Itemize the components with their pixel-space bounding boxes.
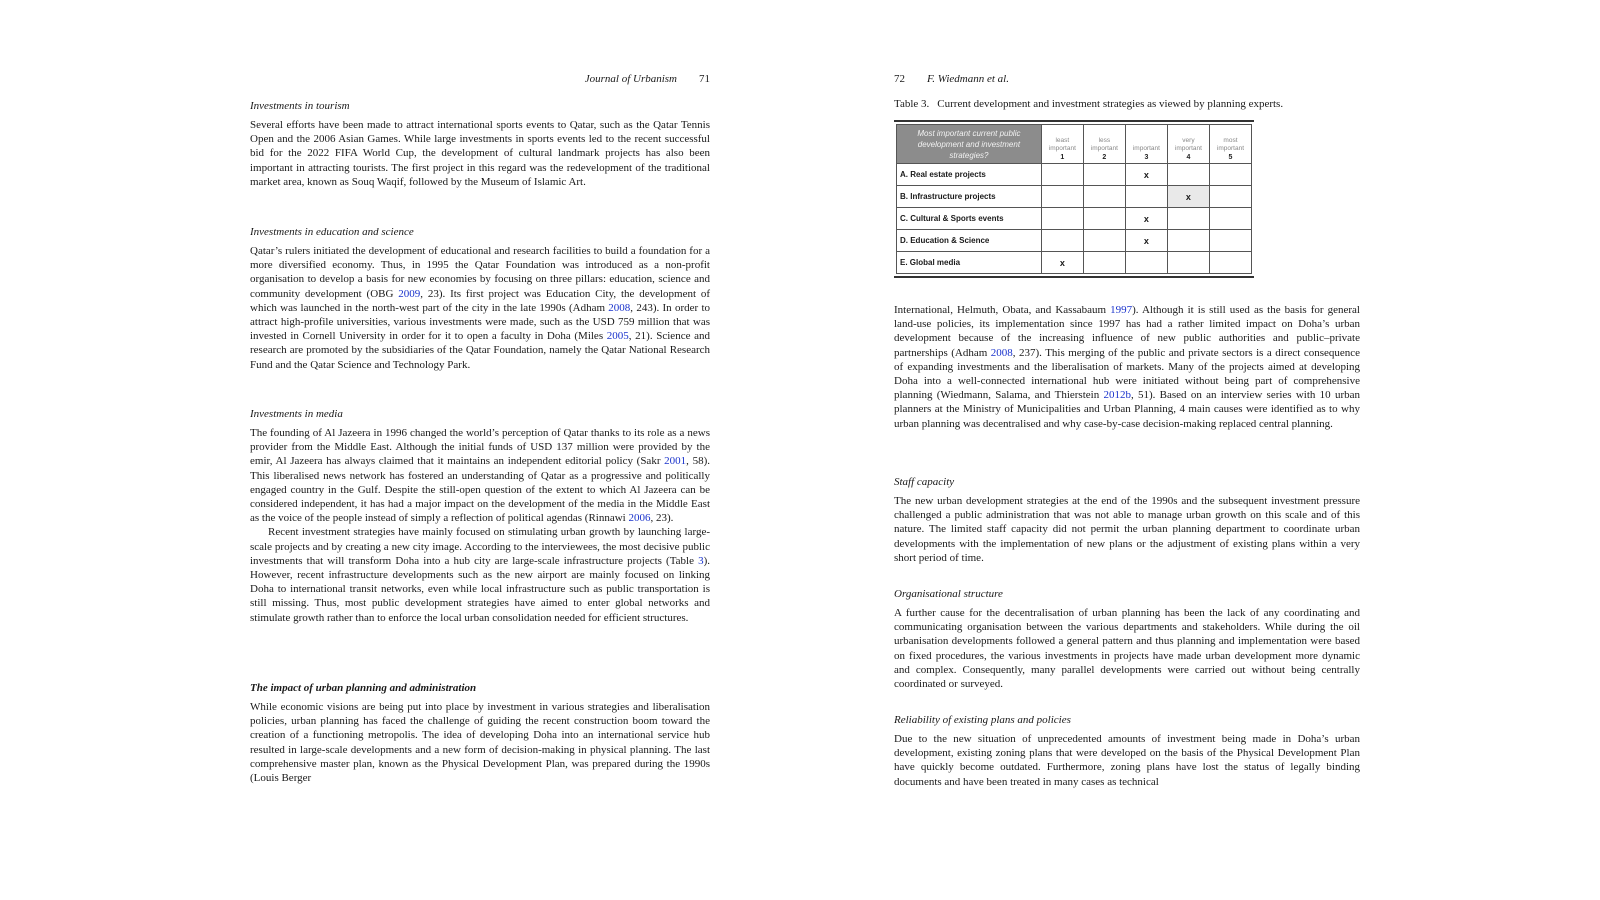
page-number: 71 [699,73,710,85]
scale-number: 5 [1228,154,1233,161]
scale-header-5 [1209,125,1251,164]
table-caption [894,98,1283,110]
rating-cell [1167,230,1209,252]
rating-cell [1125,186,1167,208]
text-run: Recent investment strategies have mainly focused on stimulating urban growth by launching large-scale projects and by creating a new city image. According to the interviewees, the most decisive public investments that will transform Doha into a hub city are large-scale infrastructure projects (Table [250,526,710,567]
paragraph [894,303,1360,431]
paragraph [250,244,710,372]
text-run: ). Although it is still used as the basis for general land-use policies, its implementation since 1997 has had a rather limited impact on Doha’s urban development because of the increasing influence of new public authorities and public–private partnerships (Adham [894,304,1360,359]
section-heading: Investments in tourism [250,100,350,112]
rating-cell [1209,186,1251,208]
paragraph: The new urban development strategies at the end of the 1990s and the subsequent investment pressure challenged a public administration that was not able to manage urban growth on this scale and of this nature. The limited staff capacity did not permit the urban planning department to coordinate urban developments with the implementation of new plans or the adjustment of existing plans within a very short period of time. [894,495,1360,564]
author-line: F. Wiedmann et al. [927,73,1009,85]
table-row [897,230,1252,252]
running-head [250,73,710,85]
section-impact-of-urban-planning [250,681,710,785]
section-organisational-structure [894,587,1360,691]
section-investments-in-tourism [250,99,710,189]
row-label: B. Infrastructure projects [897,186,1042,208]
paragraph: A further cause for the decentralisation of urban planning has been the lack of any coordinating and communicating organisation between the various departments and stakeholders. While during the oil urbanisation developments followed a general pattern and thus planning and implementation were based on fixed procedures, the various investments in projects have made urban development more dynamic and complex. Consequently, many parallel developments were carried out without being centrally coordinated or surveyed. [894,607,1360,691]
journal-title: Journal of Urbanism [584,73,677,85]
rating-cell [1209,252,1251,274]
section-heading: Reliability of existing plans and policies [894,714,1071,726]
rating-cell [1167,208,1209,230]
question-header: Most important current public development and investment strategies? [897,125,1042,164]
table-reference-link[interactable]: 3 [698,554,704,567]
section-heading: Organisational structure [894,588,1003,600]
text-run: , 243). In order to attract high-profile universities, various investments were made, such as the USD 759 million that was invested in Cornell University in order for it to open a faculty in Doha (Miles [250,301,710,343]
text-run: ). However, recent infrastructure developments such as the new airport are mainly focused on linking Doha to international transit networks, even while local infrastructure such as public transportation is still missing. Thus, most public development strategies have aimed to enter global networks and stimulate growth rather than to enforce the local urban consolidation needed for efficient structures. [250,554,710,624]
rating-cell [1083,164,1125,186]
text-run: , 237). This merging of the public and private sectors is a direct consequence of expanding investments and the liberalisation of markets. Many of the projects aimed at developing Doha into a well-connected international hub were initiated without being part of comprehensive planning (Wiedmann, Salama, and Thierstein [894,346,1361,402]
paragraph [250,525,710,624]
rating-cell [1083,208,1125,230]
section-heading: The impact of urban planning and administration [250,682,477,694]
paragraph: While economic visions are being put into place by investment in various strategies and liberalisation policies, urban planning has faced the challenge of guiding the recent construction boom toward the creation of a functioning metropolis. The idea of developing Doha into an international service hub resulted in large-scale developments and a new form of decision-making in physical planning. The last comprehensive master plan, known as the Physical Development Plan, was prepared during the 1990s (Louis Berger [250,701,710,785]
table-row [897,252,1252,274]
rating-mark-cell: x [1125,208,1167,230]
rating-mark-cell: x [1041,252,1083,274]
rating-cell [1083,186,1125,208]
rating-cell [1041,230,1083,252]
citation-link[interactable]: 2008 [990,346,1013,359]
rating-mark-cell: x [1167,186,1209,208]
paragraph: Several efforts have been made to attract international sports events to Qatar, such as the Qatar Tennis Open and the 2006 Asian Games. While large investments in sports events led to the recent successful bid for the 2022 FIFA World Cup, the development of cultural landmark projects has also been important in attracting tourists. The first project in this regard was the redevelopment of the traditional market area, known as Souq Waqif, followed by the Museum of Islamic Art. [250,119,710,188]
section-investments-in-media [250,407,710,625]
text-run: , 23). Its first project was Education City, the development of which was launched in the north-west part of the city in the late 1990s (Adham [250,287,711,314]
text-run: , 23). [650,512,674,525]
scale-header-2 [1083,125,1125,164]
scale-label: less [1098,137,1111,144]
rating-cell [1041,164,1083,186]
citation-link[interactable]: 2006 [628,512,651,525]
row-label: D. Education & Science [897,230,1042,252]
rating-cell [1209,208,1251,230]
scale-header-3 [1125,125,1167,164]
strategy-table [896,124,1252,274]
scale-label: very [1182,137,1195,144]
text-run: Qatar’s rulers initiated the development of educational and research facilities to build a foundation for a more diversified economy. Thus, in 1995 the Qatar Foundation was introduced as a non-profit organisation to develop a basis for new economies by focusing on three pillars: education, science and community development (OBG [250,245,710,300]
continued-text [894,303,1360,431]
section-heading: Investments in education and science [250,226,414,238]
scale-label: important [1216,145,1245,152]
scale-label: important [1048,145,1076,152]
section-reliability-of-plans [894,713,1360,789]
table-row [897,186,1252,208]
table-label: Table 3. [894,98,930,110]
scale-label: most [1223,137,1238,144]
citation-link[interactable]: 2005 [606,330,629,343]
section-heading: Staff capacity [894,476,955,488]
rating-cell [1083,230,1125,252]
row-label: A. Real estate projects [897,164,1042,186]
citation-link[interactable]: 2001 [664,455,687,468]
table-header-row [897,125,1252,164]
rating-cell [1209,164,1251,186]
scale-number: 2 [1102,154,1107,161]
scale-header-4 [1167,125,1209,164]
table-row [897,164,1252,186]
section-heading: Investments in media [250,408,343,420]
rating-cell [1083,252,1125,274]
scale-label: important [1174,145,1202,152]
text-run: International, Helmuth, Obata, and Kassabaum [894,304,1111,316]
paragraph: Due to the new situation of unprecedented amounts of investment being made in Doha’s urban development, existing zoning plans that were developed on the basis of the Physical Development Plan have quickly become outdated. Furthermore, zoning plans have lost the status of legally binding documents and have been treated in many cases as technical [894,733,1360,788]
text-run: , 21). Science and research are promoted by the subsidiaries of the Qatar Foundation, namely the Qatar National Research Fund and the Qatar Science and Technology Park. [250,330,711,371]
section-staff-capacity [894,475,1360,565]
rating-mark-cell: x [1125,164,1167,186]
row-label: E. Global media [897,252,1042,274]
table-row [897,208,1252,230]
rating-cell [1209,230,1251,252]
text-run: , 51). Based on an interview series with 10 urban planners at the Ministry of Municipalities and Urban Planning, 4 main causes were identified as to why urban planning was decentralised and why case-by-case decision-making replaced central planning. [894,389,1360,430]
row-label: C. Cultural & Sports events [897,208,1042,230]
table-caption-text: Current development and investment strategies as viewed by planning experts. [937,98,1284,110]
text-run: , 58). This liberalised news network has fostered an understanding of Qatar as a progressive and politically engaged country in the Gulf. Despite the still-open question of the extent to which Al Jazeera can be considered independent, it has had a major impact on the development of the media in the Middle East as the voice of the people instead of simply a reflection of political agendas (Rinnawi [250,455,710,525]
citation-link[interactable]: 1997 [1110,304,1133,316]
citation-link[interactable]: 2008 [608,301,631,314]
page-number: 72 [894,73,905,85]
scale-header-1 [1041,125,1083,164]
rating-cell [1125,252,1167,274]
scale-label: important [1132,145,1160,152]
rating-cell [1167,252,1209,274]
rating-cell [1041,186,1083,208]
citation-link[interactable]: 2009 [398,287,421,300]
table-3 [894,120,1254,278]
scale-number: 1 [1060,154,1065,161]
rating-mark-cell: x [1125,230,1167,252]
scale-number: 4 [1186,154,1191,161]
citation-link[interactable]: 2012b [1103,389,1131,402]
section-investments-in-education [250,225,710,372]
paragraph [250,426,710,525]
running-head [894,73,1360,85]
scale-label: important [1090,145,1118,152]
scale-label: least [1055,137,1070,144]
rating-cell [1041,208,1083,230]
rating-cell [1167,164,1209,186]
scale-number: 3 [1144,154,1149,161]
text-run: The founding of Al Jazeera in 1996 changed the world’s perception of Qatar thanks to its role as a news provider from the Middle East. Although the initial funds of USD 137 million were provided by the emir, Al Jazeera has always claimed that it maintains an independent editorial policy (Sakr [250,427,710,468]
